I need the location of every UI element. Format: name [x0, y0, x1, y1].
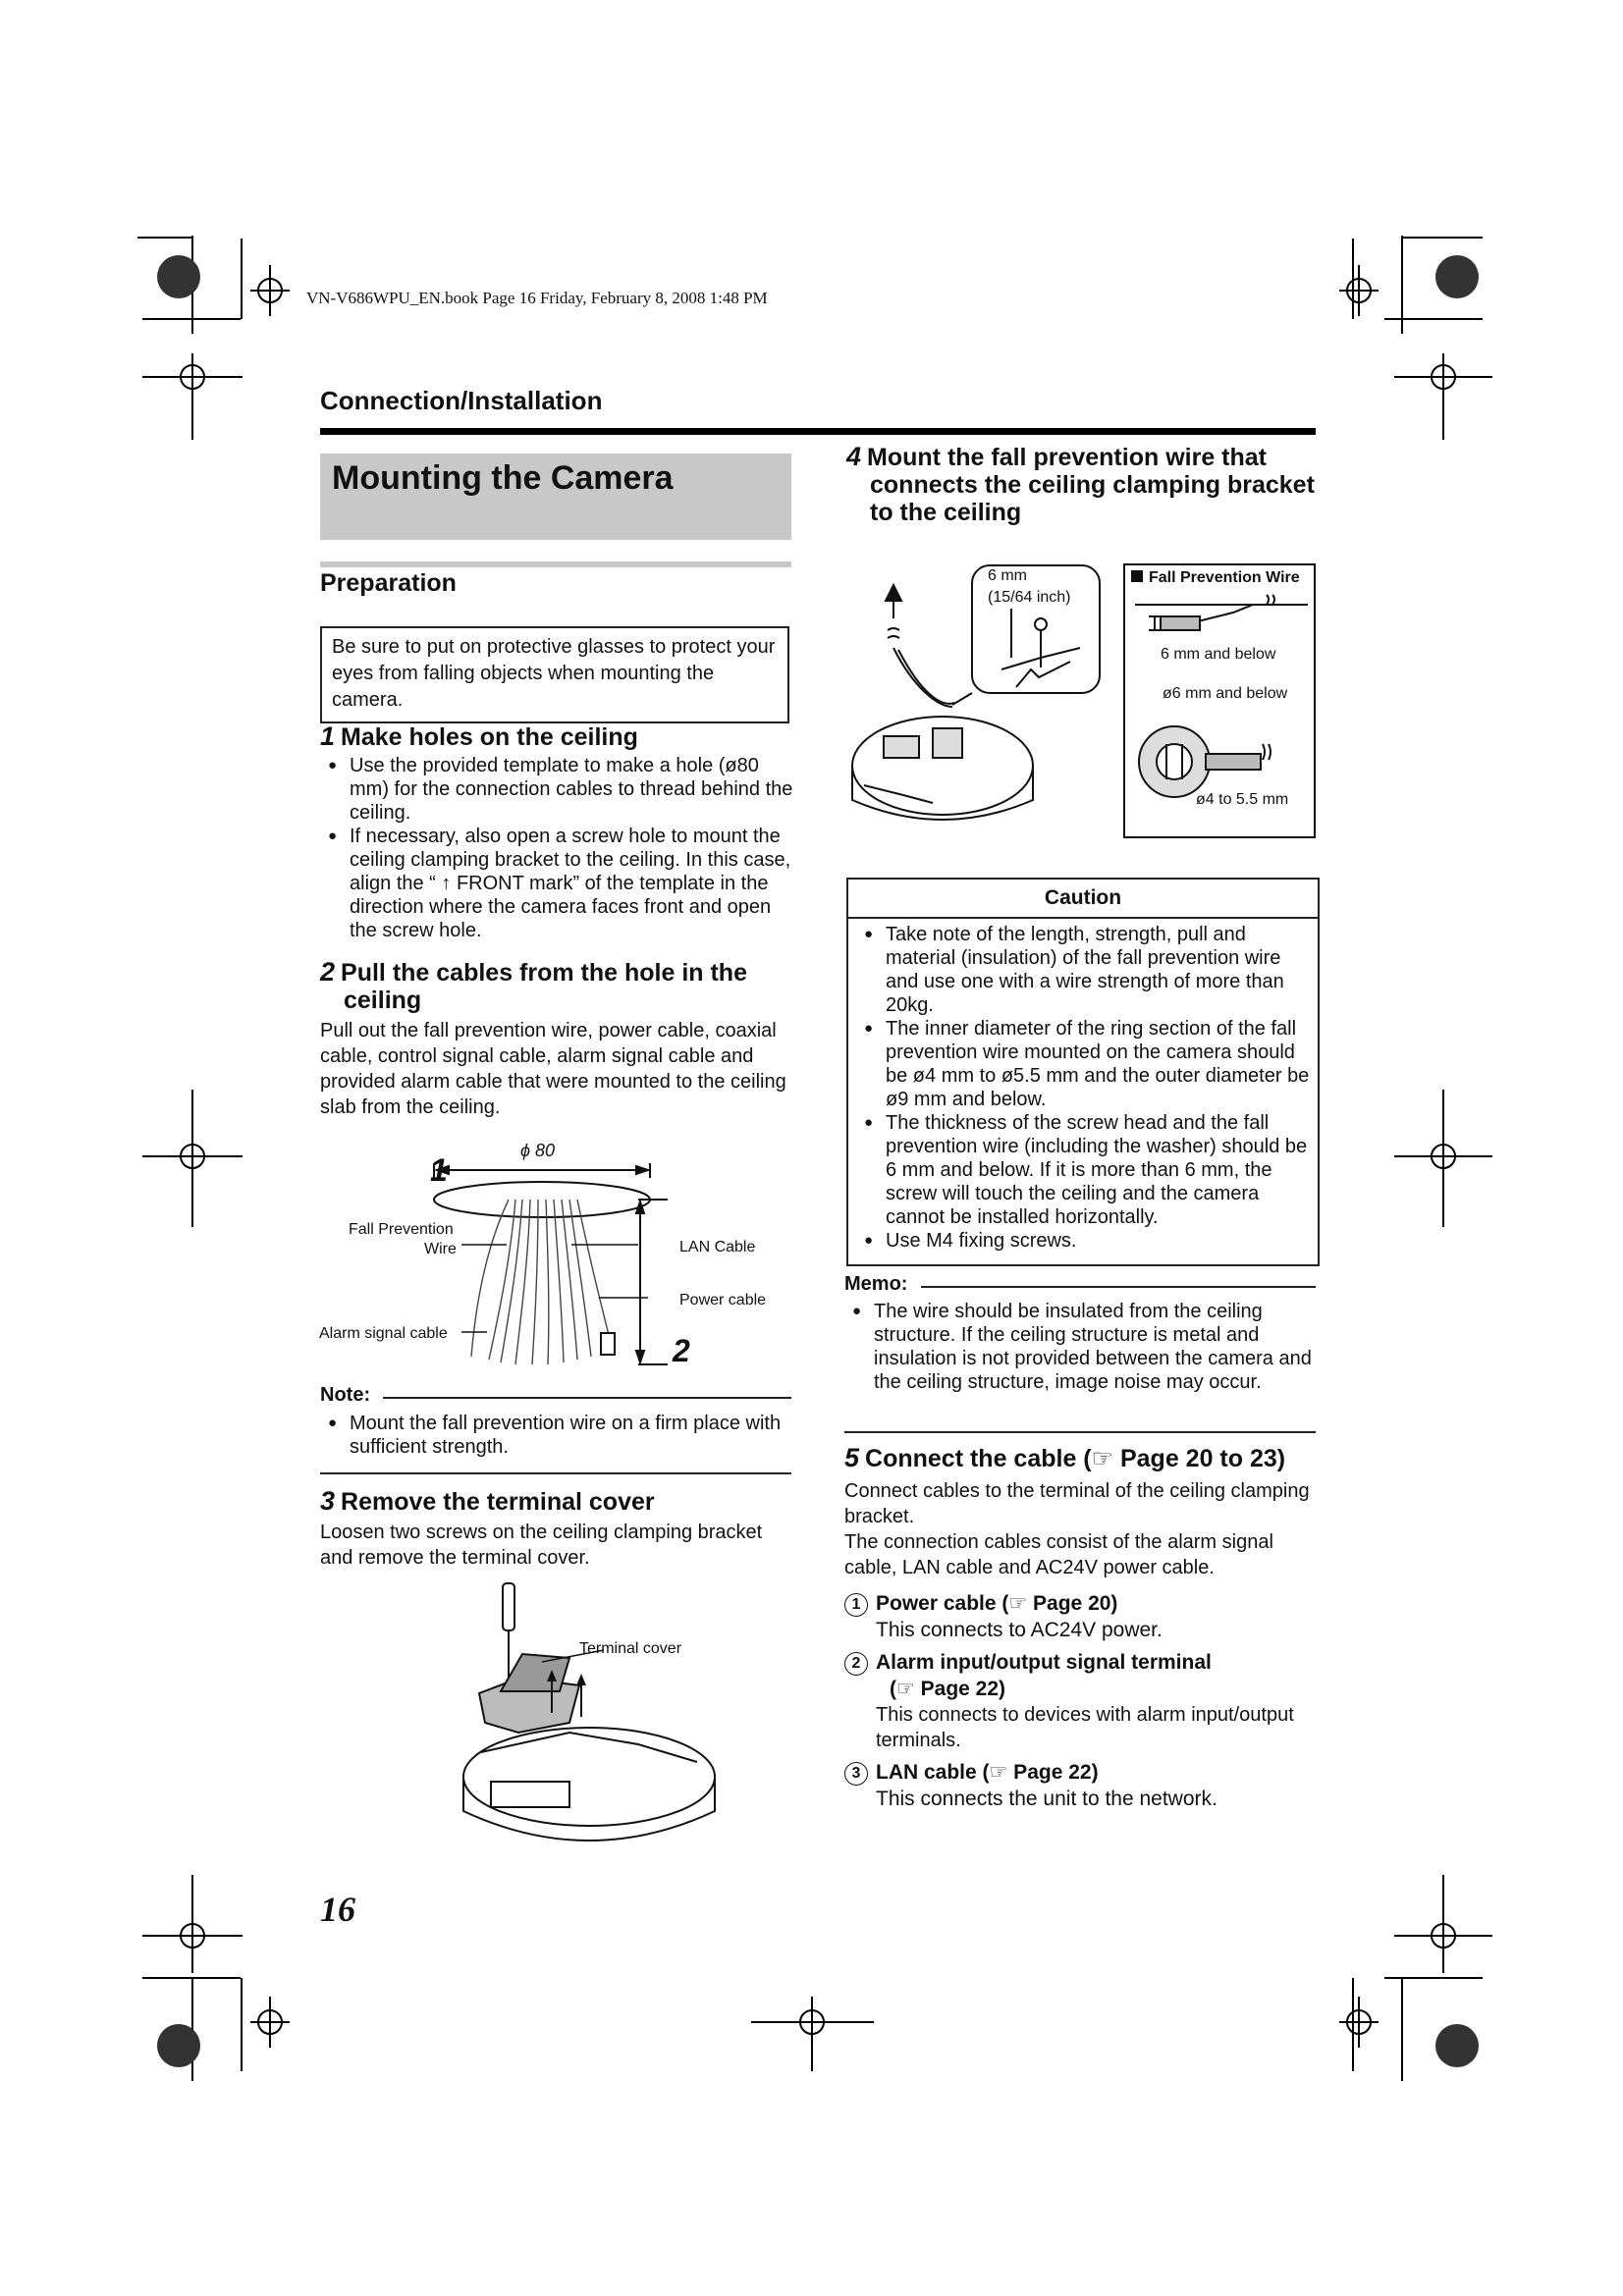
step-1	[320, 722, 793, 942]
header-rule	[320, 428, 1316, 435]
page-title-box	[320, 454, 791, 540]
step-3	[320, 1487, 793, 1571]
caution-bullet-1: ● Take note of the length, strength, pull and material (insulation) of the fall prevention wire and use one with a wire strength of more than 20kg.	[856, 923, 1310, 1017]
item-2-title: Alarm input/output signal terminal	[876, 1651, 1212, 1674]
label-dia6-below: ø6 mm and below	[1163, 685, 1288, 702]
section-title: Connection/Installation	[320, 386, 603, 415]
caution-heading: Caution	[848, 880, 1318, 919]
page-number: 16	[320, 1890, 355, 1929]
item-1-number: 1	[844, 1593, 868, 1617]
step-4-title-line1: Mount the fall prevention wire that	[867, 444, 1267, 471]
step-3-title: Remove the terminal cover	[341, 1488, 655, 1516]
step-2-title-line1: Pull the cables from the hole in the	[341, 959, 747, 987]
step-4	[846, 443, 1318, 526]
caution-bullets	[856, 923, 1310, 1253]
step-2-number: 2	[320, 957, 336, 987]
item-3-title: LAN cable (☞ Page 22)	[876, 1761, 1099, 1784]
step-1-title: Make holes on the ceiling	[341, 723, 638, 751]
item-3-desc: This connects the unit to the network.	[876, 1788, 1217, 1810]
note-bullets	[320, 1412, 793, 1459]
panel-title: Fall Prevention Wire	[1149, 569, 1300, 586]
preparation-heading: Preparation	[320, 569, 457, 597]
label-wire: Wire	[424, 1241, 457, 1257]
memo-bullet-1: ● The wire should be insulated from the ceiling structure. If the ceiling structure is metal and insulation is not provided between the camera and the ceiling structure, image noise may occur.	[844, 1300, 1318, 1394]
safety-warning-text: Be sure to put on protective glasses to protect your eyes from falling objects when mounting the camera.	[332, 636, 776, 711]
label-lan-cable: LAN Cable	[679, 1239, 756, 1255]
step-1-heading	[320, 722, 793, 751]
caution-bullet-2: ● The inner diameter of the ring section of the fall prevention wire mounted on the camera should be ø4 mm to ø5.5 mm and the outer diameter be ø9 mm and below.	[856, 1017, 1310, 1111]
step-5-body-1: Connect cables to the terminal of the ceiling clamping bracket.	[844, 1480, 1310, 1527]
connection-item-3	[844, 1759, 1318, 1812]
item-2-desc: This connects to devices with alarm input/output terminals.	[876, 1704, 1294, 1751]
item-3-number: 3	[844, 1762, 868, 1786]
label-power-cable: Power cable	[679, 1292, 767, 1308]
page-title: Mounting the Camera	[332, 459, 674, 497]
item-2-title-2: (☞ Page 22)	[890, 1678, 1006, 1700]
label-alarm-signal-cable: Alarm signal cable	[319, 1325, 448, 1342]
cables-figure-marker-2: 2	[673, 1333, 690, 1368]
step-2-heading	[320, 958, 793, 1014]
note-rule	[383, 1397, 791, 1399]
terminal-cover-figure	[432, 1575, 746, 1860]
step-1-bullets	[320, 754, 793, 942]
note-bullet-1: ● Mount the fall prevention wire on a firm place with sufficient strength.	[320, 1412, 793, 1459]
step-5-heading	[844, 1444, 1318, 1472]
fall-prevention-wire-panel	[1123, 563, 1316, 838]
memo-rule	[921, 1286, 1316, 1288]
step-4-heading	[846, 443, 1318, 526]
item-1-desc: This connects to AC24V power.	[876, 1619, 1163, 1641]
memo-label: Memo:	[844, 1273, 908, 1295]
step-5-number: 5	[844, 1443, 860, 1472]
caution-bullet-3: ● The thickness of the screw head and the fall prevention wire (including the washer) should be 6 mm and below. If it is more than 6 mm, the screw will touch the ceiling and the camera cannot be installed horizontally.	[856, 1111, 1310, 1229]
step-1-bullet-1: ● Use the provided template to make a hole (ø80 mm) for the connection cables to thread behind the ceiling.	[320, 754, 793, 825]
caution-box	[846, 878, 1320, 1266]
memo-end-rule	[844, 1431, 1316, 1433]
step-2-title-line2: ceiling	[344, 987, 422, 1014]
memo-bullets	[844, 1300, 1318, 1394]
item-2-number: 2	[844, 1652, 868, 1676]
cables-figure-marker-1: 1	[430, 1152, 448, 1188]
step-3-number: 3	[320, 1486, 336, 1516]
cables-figure	[314, 1139, 785, 1384]
step-4-title-line3: to the ceiling	[870, 499, 1022, 526]
step-5-title: Connect the cable (☞ Page 20 to 23)	[865, 1445, 1286, 1472]
book-info-line: VN-V686WPU_EN.book Page 16 Friday, February 8, 2008 1:48 PM	[306, 289, 768, 307]
wire-callout-inch: (15/64 inch)	[988, 589, 1071, 606]
safety-warning-box	[320, 626, 789, 723]
step-1-bullet-2: ● If necessary, also open a screw hole to mount the ceiling clamping bracket to the ceiling. In this case, align the “ ↑ FRONT mark” of the template in the direction where the camera faces front and open the screw hole.	[320, 825, 793, 942]
preparation-rule	[320, 561, 791, 567]
label-6mm-below: 6 mm and below	[1161, 646, 1276, 663]
step-2	[320, 958, 793, 1120]
step-5	[844, 1444, 1318, 1812]
step-5-body-2: The connection cables consist of the alarm signal cable, LAN cable and AC24V power cable.	[844, 1531, 1273, 1578]
connection-item-1	[844, 1590, 1318, 1643]
wire-callout-mm: 6 mm	[988, 567, 1027, 584]
cables-figure-diameter: ϕ 80	[520, 1141, 556, 1160]
label-dia4-5: ø4 to 5.5 mm	[1196, 791, 1289, 808]
note-label: Note:	[320, 1384, 371, 1406]
item-1-title: Power cable (☞ Page 20)	[876, 1592, 1118, 1615]
label-terminal-cover: Terminal cover	[579, 1640, 682, 1657]
step-4-number: 4	[846, 442, 862, 471]
label-fall-prevention: Fall Prevention	[349, 1221, 454, 1238]
step-1-number: 1	[320, 721, 336, 751]
step-4-title-line2: connects the ceiling clamping bracket	[870, 471, 1315, 499]
step-3-body: Loosen two screws on the ceiling clamping bracket and remove the terminal cover.	[320, 1522, 763, 1569]
step-3-heading	[320, 1487, 793, 1516]
caution-bullet-4: ● Use M4 fixing screws.	[856, 1229, 1310, 1253]
note-end-rule	[320, 1472, 791, 1474]
step-2-body: Pull out the fall prevention wire, power cable, coaxial cable, control signal cable, alarm signal cable and provided alarm cable that were mounted to the ceiling slab from the ceiling.	[320, 1020, 786, 1118]
wire-mount-figure	[844, 560, 1129, 825]
connection-item-2	[844, 1649, 1318, 1753]
